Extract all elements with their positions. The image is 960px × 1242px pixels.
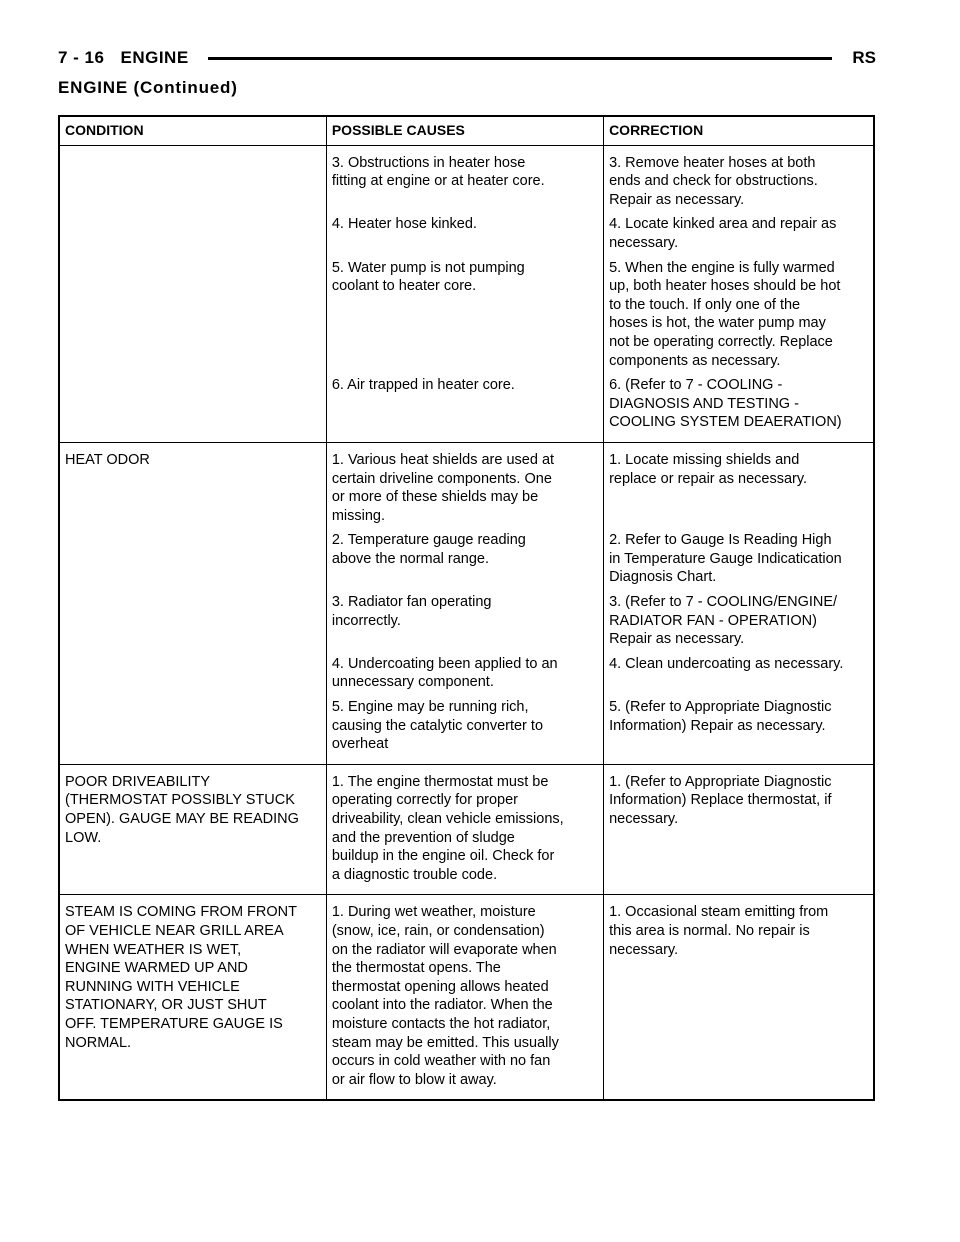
condition-cell [59, 374, 326, 442]
condition-cell [59, 529, 326, 591]
cause-cell: 1. Various heat shields are used at certain driveline components. One or more of these shields may be missing. [326, 442, 603, 529]
model-code: RS [852, 48, 876, 67]
column-header-correction: CORRECTION [604, 116, 874, 145]
cause-cell: 4. Undercoating been applied to an unnecessary component. [326, 653, 603, 696]
section-name: ENGINE [120, 48, 189, 67]
cause-cell: 3. Obstructions in heater hose fitting at engine or at heater core. [326, 145, 603, 213]
correction-cell: 1. (Refer to Appropriate Diagnostic Information) Replace thermostat, if necessary. [604, 764, 874, 895]
table-row [59, 653, 874, 696]
table-row [59, 696, 874, 764]
cause-cell: 1. During wet weather, moisture (snow, ice, rain, or condensation) on the radiator will evaporate when the thermostat opens. The thermostat opening allows heated coolant into the radiator. When the moisture contacts the hot radiator, steam may be emitted. This usually occurs in cold weather with no fan or air flow to blow it away. [326, 895, 603, 1100]
table-header-row [59, 116, 874, 145]
condition-cell: HEAT ODOR [59, 442, 326, 529]
correction-cell: 5. When the engine is fully warmed up, both heater hoses should be hot to the touch. If only one of the hoses is hot, the water pump may not be operating correctly. Replace components as necessary. [609, 259, 841, 369]
correction-cell: 5. (Refer to Appropriate Diagnostic Information) Repair as necessary. [604, 696, 874, 764]
table-row [59, 257, 874, 375]
condition-cell: STEAM IS COMING FROM FRONT OF VEHICLE NEAR GRILL AREA WHEN WEATHER IS WET, ENGINE WARMED UP AND RUNNING WITH VEHICLE STATIONARY, OR JUST SHUT OFF. TEMPERATURE GAUGE IS NORMAL. [59, 895, 326, 1100]
table-row [59, 145, 874, 213]
header-left [58, 48, 189, 68]
cause-cell: 2. Temperature gauge reading above the normal range. [326, 529, 603, 591]
correction-cell: 1. Locate missing shields and replace or repair as necessary. [609, 451, 808, 487]
correction-cell: 3. (Refer to 7 - COOLING/ENGINE/ RADIATOR FAN - OPERATION) Repair as necessary. [609, 594, 838, 648]
cause-cell: 1. The engine thermostat must be operating correctly for proper driveability, clean vehicle emissions, and the prevention of sludge buildup in the engine oil. Check for a diagnostic trouble code. [326, 764, 603, 895]
table-row [59, 591, 874, 653]
cause-cell: 6. Air trapped in heater core. [326, 374, 603, 442]
table-row [59, 529, 874, 591]
condition-cell [59, 257, 326, 375]
cause-cell: 4. Heater hose kinked. [326, 213, 603, 256]
correction-cell: 2. Refer to Gauge Is Reading High in Temperature Gauge Indicatication Diagnosis Chart. [609, 532, 842, 586]
condition-cell [59, 145, 326, 213]
correction-cell: 6. (Refer to 7 - COOLING - DIAGNOSIS AND TESTING - COOLING SYSTEM DEAERATION) [604, 374, 874, 442]
condition-cell [59, 653, 326, 696]
column-header-condition: CONDITION [59, 116, 326, 145]
table-row [59, 764, 874, 895]
cause-cell: 5. Water pump is not pumping coolant to heater core. [326, 257, 603, 375]
section-title: ENGINE (Continued) [58, 78, 238, 97]
cause-cell: 5. Engine may be running rich, causing the catalytic converter to overheat [326, 696, 603, 764]
cause-cell: 3. Radiator fan operating incorrectly. [326, 591, 603, 653]
page-header [58, 44, 876, 74]
correction-cell: 4. Clean undercoating as necessary. [609, 655, 844, 672]
header-rule [208, 57, 832, 60]
condition-cell [59, 696, 326, 764]
correction-cell: 1. Occasional steam emitting from this area is normal. No repair is necessary. [609, 904, 829, 958]
column-header-causes: POSSIBLE CAUSES [326, 116, 603, 145]
table-row [59, 213, 874, 256]
condition-cell: POOR DRIVEABILITY (THERMOSTAT POSSIBLY STUCK OPEN). GAUGE MAY BE READING LOW. [59, 764, 326, 895]
table-row [59, 895, 874, 1100]
page-number: 7 - 16 [58, 48, 105, 67]
condition-cell [59, 591, 326, 653]
table-row [59, 442, 874, 529]
table-row [59, 374, 874, 442]
diagnosis-table [58, 115, 875, 1101]
correction-cell: 3. Remove heater hoses at both ends and check for obstructions. Repair as necessary. [609, 154, 818, 208]
condition-cell [59, 213, 326, 256]
correction-cell: 4. Locate kinked area and repair as necessary. [609, 216, 837, 251]
